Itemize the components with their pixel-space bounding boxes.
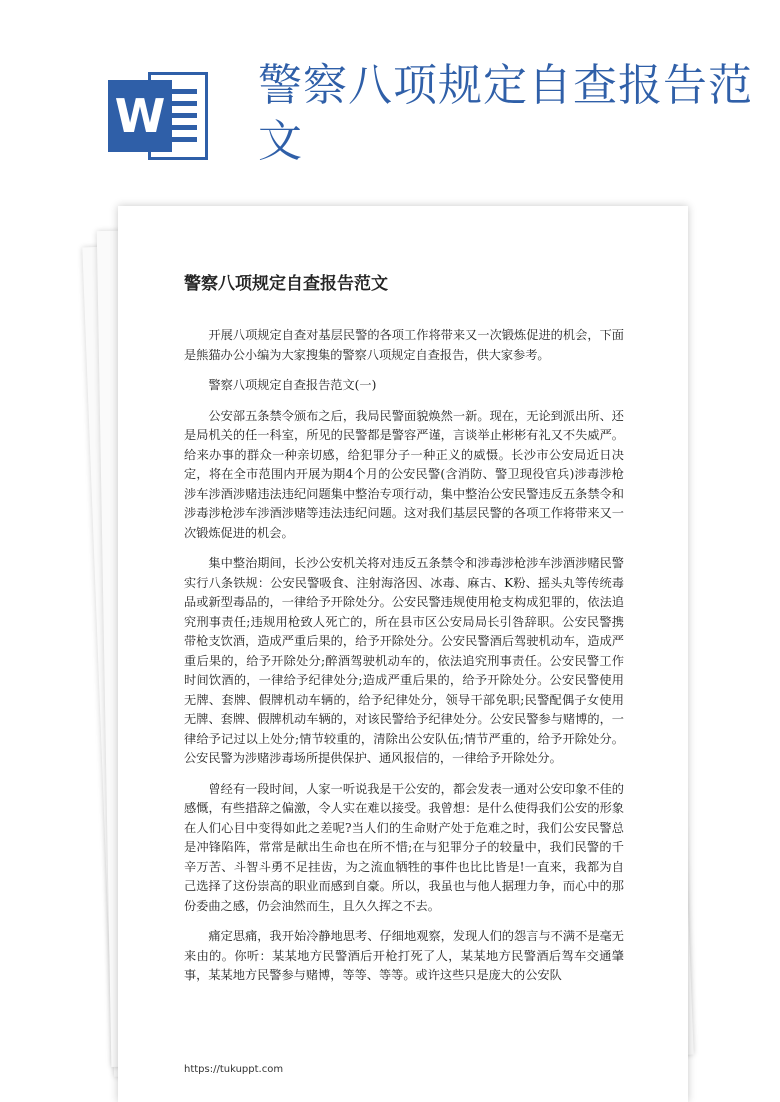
document-page[interactable] xyxy=(118,206,688,1102)
body-paragraph: 痛定思痛，我开始冷静地思考、仔细地观察，发现人们的怨言与不满不是毫无来由的。你听：某某地方民警酒后开枪打死了人，某某地方民警酒后驾车交通肇事，某某地方民警参与赌博，等等、等等。或许这些只是庞大的公安队 xyxy=(184,929,624,982)
word-letter-icon: W xyxy=(108,80,172,152)
section-heading: 警察八项规定自查报告范文(一) xyxy=(208,378,377,392)
page-title: 警察八项规定自查报告范文 xyxy=(258,60,753,167)
document-content xyxy=(184,272,624,997)
intro-paragraph: 开展八项规定自查对基层民警的各项工作将带来又一次锻炼促进的机会，下面是熊猫办公小编为大家搜集的警察八项规定自查报告，供大家参考。 xyxy=(184,328,624,362)
body-paragraph: 曾经有一段时间，人家一听说我是干公安的，都会发表一通对公安印象不佳的感慨，有些措辞之偏激，令人实在难以接受。我曾想：是什么使得我们公安的形象在人们心目中变得如此之差呢?当人们的生命财产处于危难之时，我们公安民警总是冲锋陷阵，常常是献出生命也在所不惜;在与犯罪分子的较量中，我们民警的千辛万苦、斗智斗勇不足挂齿，为之流血牺牲的事件也比比皆是!一直来，我都为自己选择了这份崇高的职业而感到自豪。所以，我虽也与他人据理力争，而心中的那份委曲之感，仍会油然而生，且久久挥之不去。 xyxy=(184,781,624,913)
footer-url[interactable]: https://tukuppt.com xyxy=(184,1064,284,1075)
document-title: 警察八项规定自查报告范文 xyxy=(184,274,388,294)
body-paragraph: 集中整治期间，长沙公安机关将对违反五条禁令和涉毒涉枪涉车涉酒涉赌民警实行八条铁规：公安民警吸食、注射海洛因、冰毒、麻古、K粉、摇头丸等传统毒品或新型毒品的，一律给予开除处分。公安民警违规使用枪支构成犯罪的，依法追究刑事责任;违规用枪致人死亡的，所在县市区公安局局长引咎辞职。公安民警携带枪支饮酒，造成严重后果的，给予开除处分。公安民警酒后驾驶机动车，造成严重后果的，给予开除处分;醉酒驾驶机动车的，依法追究刑事责任。公安民警工作时间饮酒的，一律给予纪律处分;造成严重后果的，给予开除处分。公安民警使用无牌、套牌、假牌机动车辆的，给予纪律处分，领导干部免职;民警配偶子女使用无牌、套牌、假牌机动车辆的，对该民警给予纪律处分。公安民警参与赌博的，一律给予记过以上处分;情节较重的，清除出公安队伍;情节严重的，给予开除处分。公安民警为涉赌涉毒场所提供保护、通风报信的，一律给予开除处分。 xyxy=(184,556,624,765)
word-document-icon xyxy=(108,66,212,166)
body-paragraph: 公安部五条禁令颁布之后，我局民警面貌焕然一新。现在，无论到派出所、还是局机关的任一科室，所见的民警都是警容严谨，言谈举止彬彬有礼又不失威严。给来办事的群众一种亲切感，给犯罪分子一种正义的威慑。长沙市公安局近日决定，将在全市范围内开展为期4个月的公安民警(含消防、警卫现役官兵)涉毒涉枪涉车涉酒涉赌违法违纪问题集中整治专项行动，集中整治公安民警违反五条禁令和涉毒涉枪涉车涉酒涉赌等违法违纪问题。这对我们基层民警的各项工作将带来又一次锻炼促进的机会。 xyxy=(184,408,624,540)
